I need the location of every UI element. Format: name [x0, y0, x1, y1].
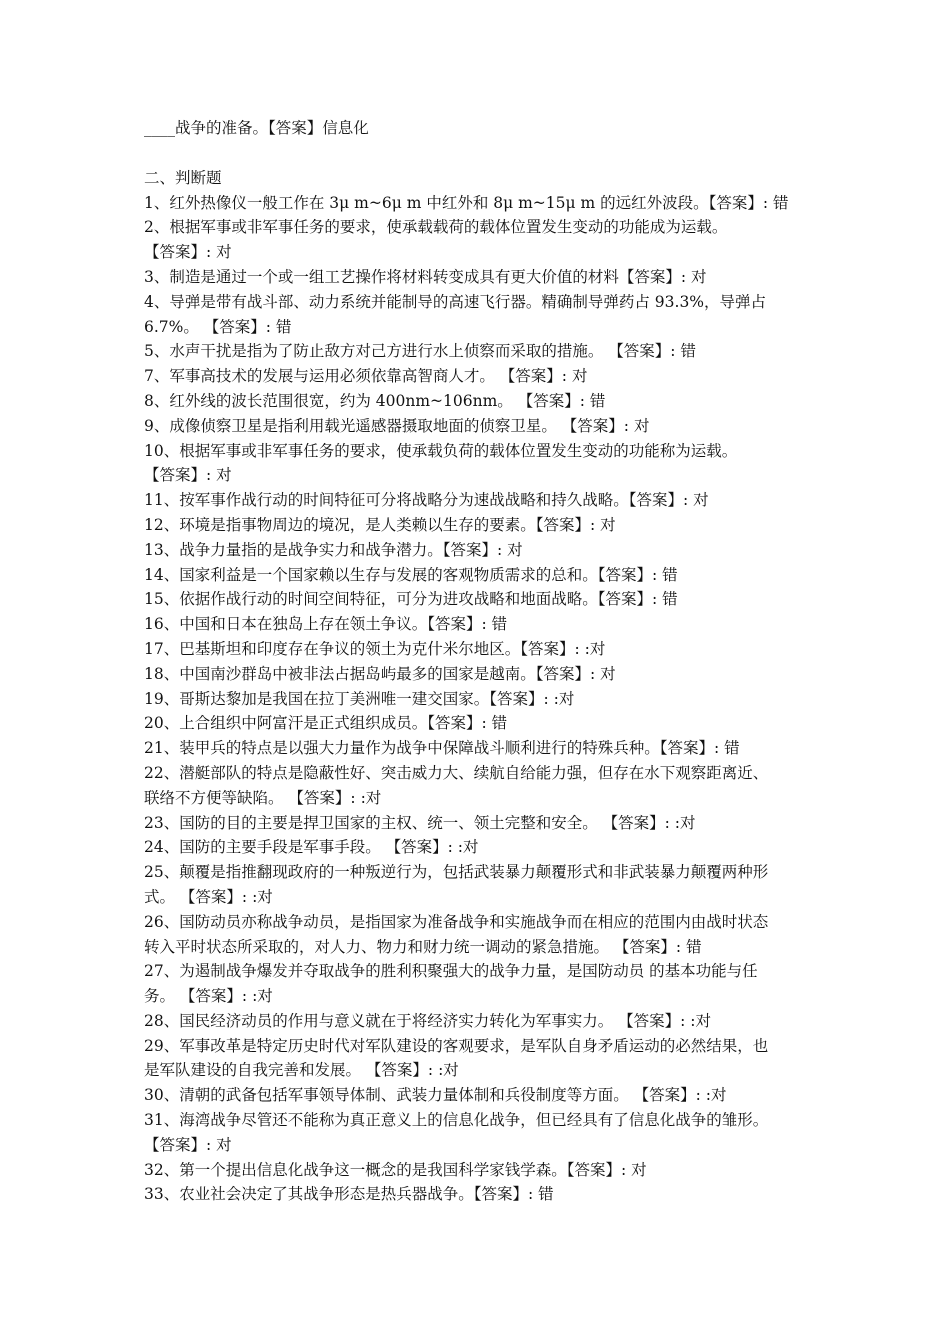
section-title: 二、判断题 [144, 168, 222, 187]
question-item [144, 191, 850, 216]
question-line: 27、为遏制战争爆发并夺取战争的胜利积聚强大的战争力量，是国防动员 的基本功能与任 [144, 962, 758, 981]
question-item [144, 290, 850, 340]
question-line: 31、海湾战争尽管还不能称为真正意义上的信息化战争，但已经具有了信息化战争的雏形。 [144, 1111, 769, 1130]
question-list [144, 191, 850, 1208]
question-line: 6.7%。 【答案】: 错 [144, 317, 292, 336]
question-item [144, 439, 850, 489]
question-line: 20、上合组织中阿富汗是正式组织成员。【答案】: 错 [144, 714, 508, 733]
question-item [144, 513, 850, 538]
question-item [144, 488, 850, 513]
question-line: 5、水声干扰是指为了防止敌方对己方进行水上侦察而采取的措施。 【答案】: 错 [144, 342, 696, 361]
question-item [144, 364, 850, 389]
question-line: 16、中国和日本在独岛上存在领土争议。【答案】: 错 [144, 615, 508, 634]
question-item [144, 215, 850, 265]
question-line: 是军队建设的自我完善和发展。 【答案】: :对 [144, 1061, 459, 1080]
question-item [144, 1108, 850, 1158]
question-line: 【答案】: 对 [144, 466, 232, 485]
question-line: 式。 【答案】: :对 [144, 887, 273, 906]
question-line: 1、红外热像仪一般工作在 3μ m~6μ m 中红外和 8μ m~15μ m 的远红外波段。【答案】: 错 [144, 193, 789, 212]
question-item [144, 687, 850, 712]
question-line: 联络不方便等缺陷。 【答案】: :对 [144, 788, 382, 807]
question-line: 23、国防的目的主要是捍卫国家的主权、统一、领土完整和安全。 【答案】: :对 [144, 813, 696, 832]
question-line: 11、按军事作战行动的时间特征可分将战略分为速战战略和持久战略。【答案】: 对 [144, 491, 709, 510]
question-item [144, 389, 850, 414]
question-line: 15、依据作战行动的时间空间特征，可分为进攻战略和地面战略。【答案】: 错 [144, 590, 678, 609]
question-item [144, 761, 850, 811]
question-line: 2、根据军事或非军事任务的要求，使承载载荷的载体位置发生变动的功能成为运载。 [144, 218, 728, 237]
question-item [144, 1034, 850, 1084]
question-item [144, 339, 850, 364]
question-line: 24、国防的主要手段是军事手段。 【答案】: :对 [144, 838, 479, 857]
question-line: 25、颠覆是指推翻现政府的一种叛逆行为，包括武装暴力颠覆形式和非武装暴力颠覆两种形 [144, 863, 769, 882]
question-line: 18、中国南沙群岛中被非法占据岛屿最多的国家是越南。【答案】: 对 [144, 664, 616, 683]
question-line: 22、潜艇部队的特点是隐蔽性好、突击威力大、续航自给能力强，但存在水下观察距离近、 [144, 763, 769, 782]
question-item [144, 959, 850, 1009]
question-item [144, 910, 850, 960]
question-item [144, 265, 850, 290]
top-line: ____战争的准备。【答案】信息化 [144, 119, 369, 137]
question-item [144, 736, 850, 761]
question-line: 12、环境是指事物周边的境况，是人类赖以生存的要素。【答案】: 对 [144, 515, 616, 534]
question-line: 13、战争力量指的是战争实力和战争潜力。【答案】: 对 [144, 540, 523, 559]
question-item [144, 662, 850, 687]
question-item [144, 1182, 850, 1207]
question-line: 14、国家利益是一个国家赖以生存与发展的客观物质需求的总和。【答案】: 错 [144, 565, 678, 584]
question-item [144, 1009, 850, 1034]
question-item [144, 1158, 850, 1183]
question-line: 30、清朝的武备包括军事领导体制、武装力量体制和兵役制度等方面。 【答案】: :对 [144, 1086, 727, 1105]
question-line: 29、军事改革是特定历史时代对军队建设的客观要求，是军队自身矛盾运动的必然结果，也 [144, 1036, 769, 1055]
question-item [144, 414, 850, 439]
blank-gap [144, 141, 850, 166]
question-item [144, 811, 850, 836]
question-line: 【答案】: 对 [144, 1135, 232, 1154]
question-item [144, 538, 850, 563]
question-line: 务。 【答案】: :对 [144, 987, 273, 1006]
question-line: 4、导弹是带有战斗部、动力系统并能制导的高速飞行器。精确制导弹药占 93.3%，导弹占 [144, 292, 767, 311]
question-line: 28、国民经济动员的作用与意义就在于将经济实力转化为军事实力。 【答案】: :对 [144, 1011, 712, 1030]
question-item [144, 711, 850, 736]
question-line: 7、军事高技术的发展与运用必须依靠高智商人才。 【答案】: 对 [144, 367, 588, 386]
question-line: 【答案】: 对 [144, 243, 232, 262]
question-line: 10、根据军事或非军事任务的要求，使承载负荷的载体位置发生变动的功能称为运载。 [144, 441, 738, 460]
question-item [144, 835, 850, 860]
question-line: 转入平时状态所采取的，对人力、物力和财力统一调动的紧急措施。 【答案】: 错 [144, 937, 702, 956]
question-line: 9、成像侦察卫星是指利用载光遥感器摄取地面的侦察卫星。 【答案】: 对 [144, 416, 650, 435]
question-line: 32、第一个提出信息化战争这一概念的是我国科学家钱学森。【答案】: 对 [144, 1160, 647, 1179]
question-item [144, 563, 850, 588]
question-item [144, 637, 850, 662]
question-line: 17、巴基斯坦和印度存在争议的领土为克什米尔地区。【答案】: :对 [144, 639, 606, 658]
question-line: 33、农业社会决定了其战争形态是热兵器战争。【答案】: 错 [144, 1185, 554, 1204]
question-line: 3、制造是通过一个或一组工艺操作将材料转变成具有更大价值的材料【答案】: 对 [144, 267, 707, 286]
question-item [144, 612, 850, 637]
question-line: 26、国防动员亦称战争动员，是指国家为准备战争和实施战争而在相应的范围内由战时状态 [144, 912, 769, 931]
question-item [144, 587, 850, 612]
question-item [144, 1083, 850, 1108]
question-line: 21、装甲兵的特点是以强大力量作为战争中保障战斗顺利进行的特殊兵种。【答案】: 错 [144, 739, 740, 758]
question-line: 19、哥斯达黎加是我国在拉丁美洲唯一建交国家。【答案】: :对 [144, 689, 575, 708]
question-item [144, 860, 850, 910]
question-line: 8、红外线的波长范围很宽，约为 400nm~106nm。 【答案】: 错 [144, 391, 606, 410]
